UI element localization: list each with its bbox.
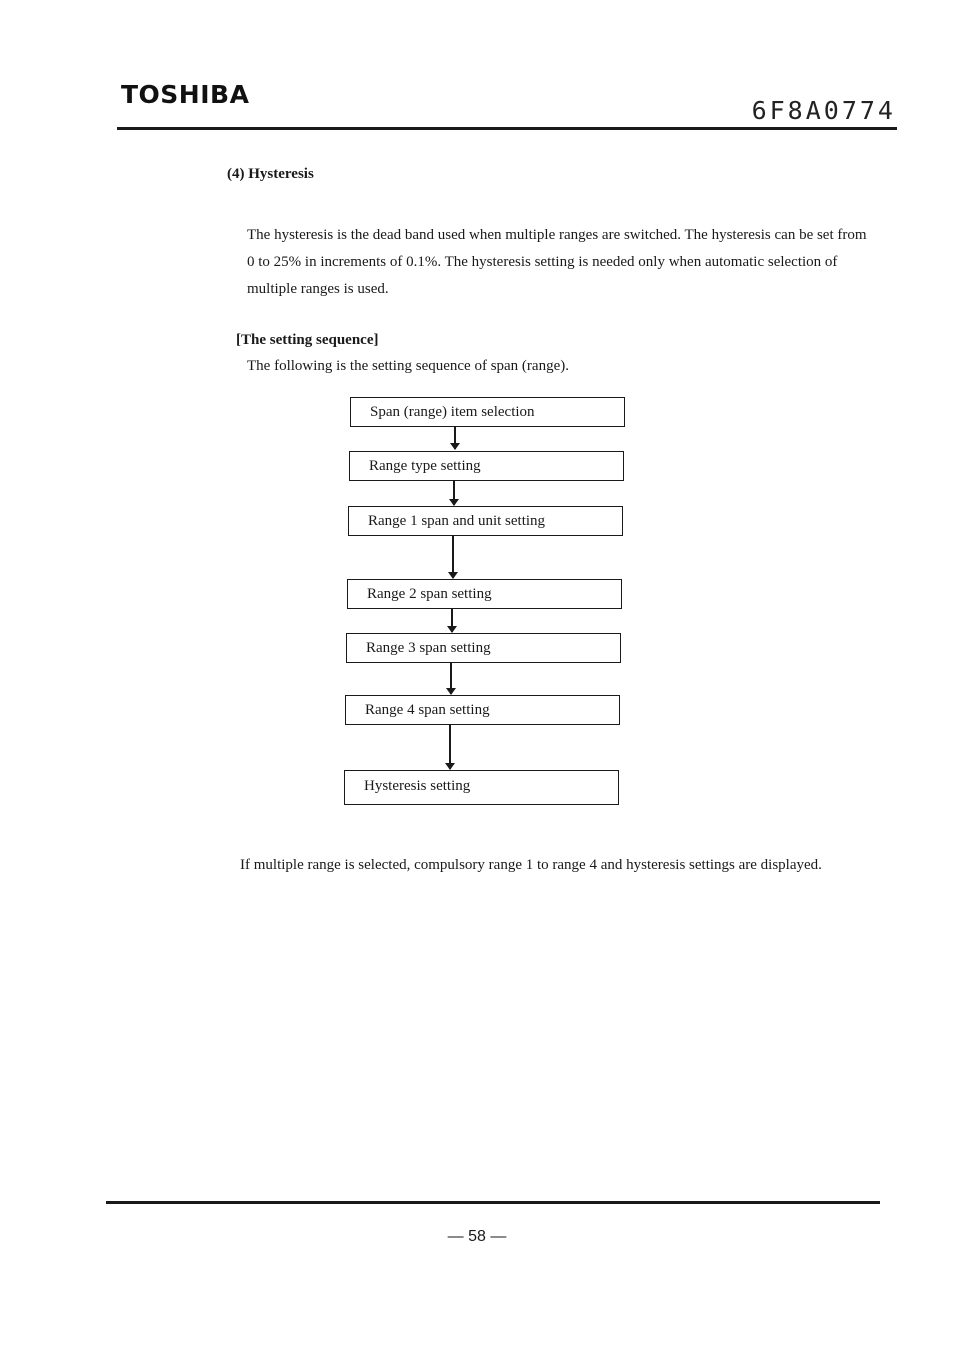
flow-step-range-type: Range type setting [349,451,624,481]
sequence-title: [The setting sequence] [236,332,379,348]
page-number: — 58 — [447,1228,507,1245]
flow-step-hysteresis: Hysteresis setting [344,770,619,805]
sequence-intro: The following is the setting sequence of span (range). [247,358,569,374]
section-paragraph: The hysteresis is the dead band used when multiple ranges are switched. The hysteresis can be set from 0 to 25% in increments of 0.1%. The hysteresis setting is needed only when automatic selection of multiple ranges is used. [247,227,867,297]
flow-step-range-3: Range 3 span setting [346,633,621,663]
company-logo: TOSHIBA [121,80,250,109]
footer-rule [106,1201,880,1204]
flow-arrow [452,536,454,578]
flow-step-range-1: Range 1 span and unit setting [348,506,623,536]
note-paragraph: If multiple range is selected, compulsory range 1 to range 4 and hysteresis settings are displayed. [240,857,822,873]
header-rule [117,127,897,130]
flow-arrow [449,725,451,769]
flow-step-span-item-selection: Span (range) item selection [350,397,625,427]
section-heading: (4) Hysteresis [227,166,314,182]
flow-step-range-2: Range 2 span setting [347,579,622,609]
flow-arrow [454,427,456,449]
flow-arrow [453,481,455,505]
flow-arrow [451,609,453,632]
flow-step-range-4: Range 4 span setting [345,695,620,725]
flow-arrow [450,663,452,694]
document-number: 6F8A0774 [751,96,896,125]
